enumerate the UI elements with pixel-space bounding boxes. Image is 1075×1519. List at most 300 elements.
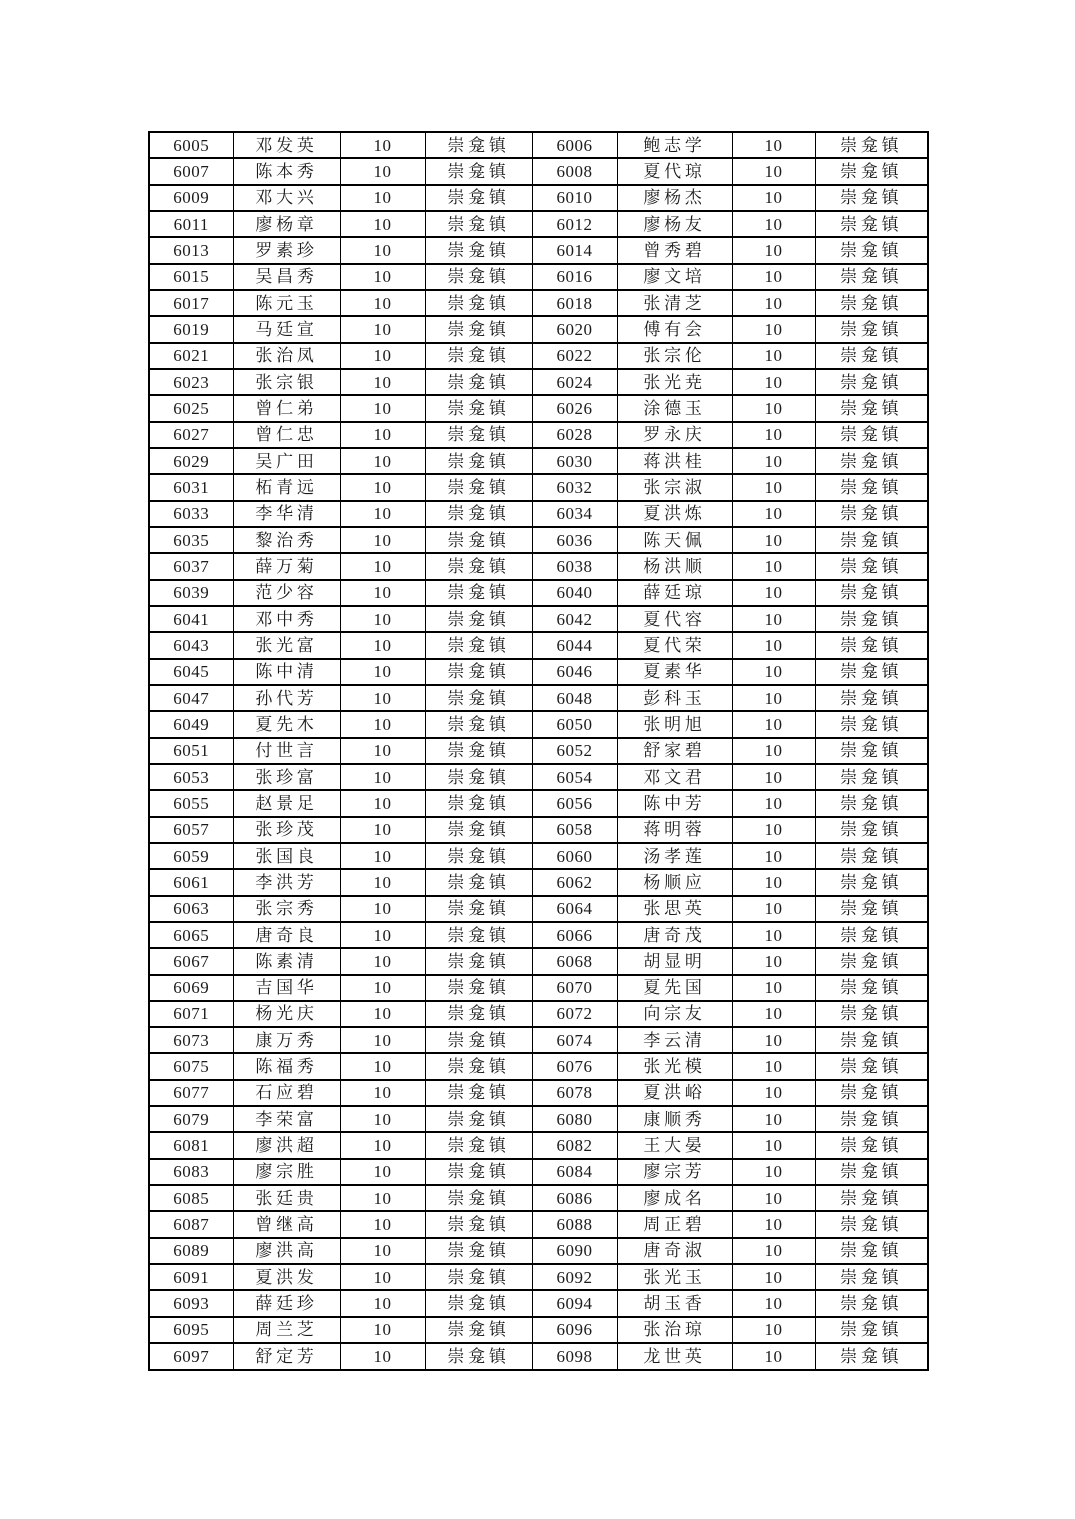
- cell-amount: 10: [732, 1159, 815, 1185]
- cell-id: 6075: [149, 1053, 233, 1079]
- cell-name: 张光尭: [617, 369, 732, 395]
- cell-id: 6048: [532, 685, 617, 711]
- cell-id: 6029: [149, 448, 233, 474]
- cell-name: 廖宗胜: [233, 1159, 340, 1185]
- cell-amount: 10: [732, 896, 815, 922]
- cell-name: 马廷宣: [233, 316, 340, 342]
- cell-id: 6067: [149, 948, 233, 974]
- cell-id: 6052: [532, 738, 617, 764]
- cell-name: 蒋洪桂: [617, 448, 732, 474]
- cell-town: 崇龛镇: [815, 369, 928, 395]
- cell-id: 6014: [532, 237, 617, 263]
- cell-amount: 10: [340, 264, 425, 290]
- cell-town: 崇龛镇: [815, 896, 928, 922]
- cell-amount: 10: [340, 975, 425, 1001]
- cell-id: 6086: [532, 1185, 617, 1211]
- cell-amount: 10: [340, 1238, 425, 1264]
- cell-id: 6096: [532, 1317, 617, 1343]
- cell-town: 崇龛镇: [815, 738, 928, 764]
- table-row: [149, 1053, 928, 1079]
- cell-id: 6068: [532, 948, 617, 974]
- cell-name: 夏素华: [617, 659, 732, 685]
- cell-amount: 10: [340, 1159, 425, 1185]
- cell-id: 6066: [532, 922, 617, 948]
- cell-name: 李洪芳: [233, 869, 340, 895]
- cell-town: 崇龛镇: [425, 711, 532, 737]
- table-row: [149, 843, 928, 869]
- cell-amount: 10: [732, 922, 815, 948]
- cell-amount: 10: [340, 290, 425, 316]
- cell-amount: 10: [732, 1343, 815, 1370]
- cell-name: 康万秀: [233, 1027, 340, 1053]
- cell-id: 6041: [149, 606, 233, 632]
- cell-town: 崇龛镇: [815, 211, 928, 237]
- cell-id: 6031: [149, 474, 233, 500]
- cell-amount: 10: [340, 1343, 425, 1370]
- table-row: [149, 1264, 928, 1290]
- table-row: [149, 422, 928, 448]
- cell-id: 6051: [149, 738, 233, 764]
- cell-name: 张国良: [233, 843, 340, 869]
- cell-town: 崇龛镇: [815, 659, 928, 685]
- cell-amount: 10: [732, 948, 815, 974]
- cell-amount: 10: [732, 237, 815, 263]
- cell-amount: 10: [732, 764, 815, 790]
- table-row: [149, 869, 928, 895]
- cell-id: 6061: [149, 869, 233, 895]
- cell-amount: 10: [732, 369, 815, 395]
- cell-name: 蒋明蓉: [617, 817, 732, 843]
- cell-town: 崇龛镇: [425, 922, 532, 948]
- cell-town: 崇龛镇: [425, 343, 532, 369]
- cell-amount: 10: [732, 1211, 815, 1237]
- cell-name: 曾继高: [233, 1211, 340, 1237]
- cell-id: 6035: [149, 527, 233, 553]
- cell-name: 张光玉: [617, 1264, 732, 1290]
- cell-id: 6085: [149, 1185, 233, 1211]
- cell-id: 6070: [532, 975, 617, 1001]
- cell-town: 崇龛镇: [425, 211, 532, 237]
- cell-name: 张思英: [617, 896, 732, 922]
- cell-amount: 10: [340, 580, 425, 606]
- cell-name: 吴广田: [233, 448, 340, 474]
- table-row: [149, 448, 928, 474]
- cell-name: 张宗伦: [617, 343, 732, 369]
- cell-name: 廖杨章: [233, 211, 340, 237]
- cell-name: 涂德玉: [617, 395, 732, 421]
- cell-name: 舒定芳: [233, 1343, 340, 1370]
- cell-id: 6016: [532, 264, 617, 290]
- cell-town: 崇龛镇: [425, 659, 532, 685]
- cell-town: 崇龛镇: [815, 395, 928, 421]
- cell-town: 崇龛镇: [815, 685, 928, 711]
- cell-amount: 10: [340, 158, 425, 184]
- cell-amount: 10: [732, 659, 815, 685]
- cell-amount: 10: [340, 1290, 425, 1316]
- cell-town: 崇龛镇: [425, 1106, 532, 1132]
- cell-name: 李云清: [617, 1027, 732, 1053]
- table-row: [149, 1317, 928, 1343]
- cell-id: 6011: [149, 211, 233, 237]
- cell-town: 崇龛镇: [425, 474, 532, 500]
- table-row: [149, 738, 928, 764]
- cell-town: 崇龛镇: [815, 711, 928, 737]
- cell-amount: 10: [340, 869, 425, 895]
- cell-name: 张光模: [617, 1053, 732, 1079]
- cell-amount: 10: [340, 1264, 425, 1290]
- cell-town: 崇龛镇: [815, 132, 928, 158]
- cell-name: 薛万菊: [233, 553, 340, 579]
- table-row: [149, 1106, 928, 1132]
- cell-id: 6027: [149, 422, 233, 448]
- cell-id: 6047: [149, 685, 233, 711]
- cell-amount: 10: [732, 1264, 815, 1290]
- cell-id: 6012: [532, 211, 617, 237]
- cell-amount: 10: [732, 738, 815, 764]
- cell-id: 6082: [532, 1132, 617, 1158]
- cell-amount: 10: [732, 395, 815, 421]
- cell-id: 6080: [532, 1106, 617, 1132]
- cell-name: 张廷贵: [233, 1185, 340, 1211]
- cell-id: 6015: [149, 264, 233, 290]
- cell-town: 崇龛镇: [425, 1290, 532, 1316]
- cell-town: 崇龛镇: [815, 869, 928, 895]
- cell-id: 6033: [149, 501, 233, 527]
- cell-id: 6073: [149, 1027, 233, 1053]
- cell-amount: 10: [340, 1211, 425, 1237]
- cell-name: 唐奇淑: [617, 1238, 732, 1264]
- cell-town: 崇龛镇: [815, 1185, 928, 1211]
- cell-town: 崇龛镇: [815, 316, 928, 342]
- cell-town: 崇龛镇: [815, 764, 928, 790]
- cell-amount: 10: [732, 211, 815, 237]
- cell-name: 张治琼: [617, 1317, 732, 1343]
- cell-town: 崇龛镇: [425, 185, 532, 211]
- cell-name: 张宗秀: [233, 896, 340, 922]
- cell-town: 崇龛镇: [425, 738, 532, 764]
- table-row: [149, 132, 928, 158]
- cell-amount: 10: [340, 922, 425, 948]
- cell-name: 夏洪炼: [617, 501, 732, 527]
- cell-town: 崇龛镇: [425, 869, 532, 895]
- cell-name: 夏代琼: [617, 158, 732, 184]
- cell-town: 崇龛镇: [425, 264, 532, 290]
- cell-name: 胡显明: [617, 948, 732, 974]
- cell-town: 崇龛镇: [425, 764, 532, 790]
- cell-town: 崇龛镇: [815, 1001, 928, 1027]
- cell-id: 6079: [149, 1106, 233, 1132]
- cell-id: 6019: [149, 316, 233, 342]
- cell-amount: 10: [340, 711, 425, 737]
- cell-id: 6022: [532, 343, 617, 369]
- cell-amount: 10: [732, 1053, 815, 1079]
- table-row: [149, 1027, 928, 1053]
- cell-id: 6032: [532, 474, 617, 500]
- cell-amount: 10: [732, 632, 815, 658]
- cell-name: 范少容: [233, 580, 340, 606]
- cell-town: 崇龛镇: [425, 1264, 532, 1290]
- cell-town: 崇龛镇: [815, 448, 928, 474]
- cell-amount: 10: [340, 448, 425, 474]
- cell-name: 孙代芳: [233, 685, 340, 711]
- cell-name: 张珍茂: [233, 817, 340, 843]
- cell-amount: 10: [340, 1185, 425, 1211]
- table-row: [149, 1290, 928, 1316]
- cell-town: 崇龛镇: [425, 237, 532, 263]
- cell-town: 崇龛镇: [815, 474, 928, 500]
- cell-town: 崇龛镇: [815, 1132, 928, 1158]
- cell-amount: 10: [340, 185, 425, 211]
- cell-id: 6077: [149, 1080, 233, 1106]
- cell-id: 6030: [532, 448, 617, 474]
- cell-name: 汤孝莲: [617, 843, 732, 869]
- cell-town: 崇龛镇: [815, 790, 928, 816]
- cell-id: 6062: [532, 869, 617, 895]
- cell-amount: 10: [340, 527, 425, 553]
- cell-town: 崇龛镇: [425, 1343, 532, 1370]
- table-row: [149, 290, 928, 316]
- cell-amount: 10: [340, 1027, 425, 1053]
- cell-town: 崇龛镇: [425, 422, 532, 448]
- cell-amount: 10: [732, 1080, 815, 1106]
- cell-id: 6018: [532, 290, 617, 316]
- table-row: [149, 474, 928, 500]
- cell-name: 廖洪高: [233, 1238, 340, 1264]
- cell-town: 崇龛镇: [815, 606, 928, 632]
- cell-name: 曾秀碧: [617, 237, 732, 263]
- cell-town: 崇龛镇: [815, 1238, 928, 1264]
- table-row: [149, 553, 928, 579]
- cell-id: 6091: [149, 1264, 233, 1290]
- cell-id: 6087: [149, 1211, 233, 1237]
- cell-name: 彭科玉: [617, 685, 732, 711]
- cell-id: 6089: [149, 1238, 233, 1264]
- cell-name: 罗素珍: [233, 237, 340, 263]
- cell-id: 6039: [149, 580, 233, 606]
- cell-name: 邓大兴: [233, 185, 340, 211]
- cell-amount: 10: [732, 132, 815, 158]
- cell-amount: 10: [340, 343, 425, 369]
- cell-town: 崇龛镇: [425, 1211, 532, 1237]
- cell-name: 薛廷琼: [617, 580, 732, 606]
- cell-name: 鲍志学: [617, 132, 732, 158]
- table-row: [149, 975, 928, 1001]
- cell-amount: 10: [732, 975, 815, 1001]
- cell-town: 崇龛镇: [425, 685, 532, 711]
- cell-id: 6024: [532, 369, 617, 395]
- cell-name: 陈本秀: [233, 158, 340, 184]
- cell-amount: 10: [340, 1001, 425, 1027]
- cell-town: 崇龛镇: [815, 264, 928, 290]
- cell-id: 6007: [149, 158, 233, 184]
- table-row: [149, 922, 928, 948]
- cell-name: 廖杨杰: [617, 185, 732, 211]
- cell-name: 舒家碧: [617, 738, 732, 764]
- cell-town: 崇龛镇: [425, 580, 532, 606]
- table-row: [149, 158, 928, 184]
- cell-id: 6058: [532, 817, 617, 843]
- cell-id: 6084: [532, 1159, 617, 1185]
- cell-name: 曾仁弟: [233, 395, 340, 421]
- cell-amount: 10: [732, 1106, 815, 1132]
- cell-name: 曾仁忠: [233, 422, 340, 448]
- table-row: [149, 237, 928, 263]
- cell-name: 陈福秀: [233, 1053, 340, 1079]
- cell-town: 崇龛镇: [425, 369, 532, 395]
- table-row: [149, 711, 928, 737]
- cell-id: 6005: [149, 132, 233, 158]
- cell-name: 廖杨友: [617, 211, 732, 237]
- table-row: [149, 685, 928, 711]
- cell-amount: 10: [732, 843, 815, 869]
- cell-amount: 10: [732, 474, 815, 500]
- cell-town: 崇龛镇: [815, 237, 928, 263]
- cell-town: 崇龛镇: [815, 1264, 928, 1290]
- cell-town: 崇龛镇: [425, 290, 532, 316]
- cell-amount: 10: [340, 632, 425, 658]
- cell-town: 崇龛镇: [815, 1027, 928, 1053]
- cell-amount: 10: [340, 1106, 425, 1132]
- cell-name: 夏洪发: [233, 1264, 340, 1290]
- cell-town: 崇龛镇: [815, 501, 928, 527]
- cell-town: 崇龛镇: [815, 843, 928, 869]
- cell-amount: 10: [340, 237, 425, 263]
- cell-amount: 10: [732, 422, 815, 448]
- cell-town: 崇龛镇: [425, 1159, 532, 1185]
- cell-name: 柘青远: [233, 474, 340, 500]
- cell-name: 陈中清: [233, 659, 340, 685]
- cell-town: 崇龛镇: [425, 527, 532, 553]
- cell-town: 崇龛镇: [815, 290, 928, 316]
- cell-id: 6050: [532, 711, 617, 737]
- cell-name: 康顺秀: [617, 1106, 732, 1132]
- table-row: [149, 632, 928, 658]
- cell-town: 崇龛镇: [815, 1211, 928, 1237]
- table-row: [149, 316, 928, 342]
- cell-id: 6094: [532, 1290, 617, 1316]
- cell-id: 6045: [149, 659, 233, 685]
- cell-town: 崇龛镇: [425, 553, 532, 579]
- cell-town: 崇龛镇: [425, 395, 532, 421]
- cell-town: 崇龛镇: [425, 1185, 532, 1211]
- cell-town: 崇龛镇: [815, 948, 928, 974]
- cell-name: 夏先木: [233, 711, 340, 737]
- table-row: [149, 948, 928, 974]
- table-row: [149, 1080, 928, 1106]
- table-row: [149, 1185, 928, 1211]
- cell-id: 6046: [532, 659, 617, 685]
- cell-id: 6060: [532, 843, 617, 869]
- cell-name: 薛廷珍: [233, 1290, 340, 1316]
- cell-id: 6078: [532, 1080, 617, 1106]
- cell-amount: 10: [732, 711, 815, 737]
- cell-amount: 10: [732, 1290, 815, 1316]
- cell-name: 张光富: [233, 632, 340, 658]
- cell-name: 张珍富: [233, 764, 340, 790]
- cell-town: 崇龛镇: [425, 1053, 532, 1079]
- cell-town: 崇龛镇: [815, 527, 928, 553]
- cell-id: 6065: [149, 922, 233, 948]
- cell-name: 张明旭: [617, 711, 732, 737]
- cell-amount: 10: [732, 606, 815, 632]
- cell-name: 陈中芳: [617, 790, 732, 816]
- table-row: [149, 580, 928, 606]
- cell-amount: 10: [732, 1027, 815, 1053]
- cell-name: 陈天佩: [617, 527, 732, 553]
- cell-name: 唐奇茂: [617, 922, 732, 948]
- cell-amount: 10: [732, 553, 815, 579]
- cell-amount: 10: [340, 1132, 425, 1158]
- cell-amount: 10: [340, 896, 425, 922]
- cell-name: 周正碧: [617, 1211, 732, 1237]
- cell-id: 6055: [149, 790, 233, 816]
- table-row: [149, 343, 928, 369]
- table-row: [149, 527, 928, 553]
- cell-town: 崇龛镇: [815, 553, 928, 579]
- cell-name: 胡玉香: [617, 1290, 732, 1316]
- cell-amount: 10: [340, 817, 425, 843]
- cell-amount: 10: [340, 685, 425, 711]
- cell-town: 崇龛镇: [815, 1053, 928, 1079]
- cell-amount: 10: [340, 764, 425, 790]
- cell-id: 6013: [149, 237, 233, 263]
- cell-amount: 10: [340, 474, 425, 500]
- cell-id: 6044: [532, 632, 617, 658]
- cell-town: 崇龛镇: [815, 343, 928, 369]
- cell-town: 崇龛镇: [815, 1317, 928, 1343]
- cell-amount: 10: [732, 1001, 815, 1027]
- table-row: [149, 1132, 928, 1158]
- cell-amount: 10: [732, 685, 815, 711]
- cell-id: 6098: [532, 1343, 617, 1370]
- cell-id: 6071: [149, 1001, 233, 1027]
- cell-amount: 10: [340, 369, 425, 395]
- cell-name: 石应碧: [233, 1080, 340, 1106]
- cell-amount: 10: [732, 448, 815, 474]
- cell-amount: 10: [340, 790, 425, 816]
- cell-id: 6028: [532, 422, 617, 448]
- cell-id: 6057: [149, 817, 233, 843]
- cell-id: 6074: [532, 1027, 617, 1053]
- cell-name: 陈元玉: [233, 290, 340, 316]
- cell-id: 6081: [149, 1132, 233, 1158]
- cell-amount: 10: [340, 1317, 425, 1343]
- cell-town: 崇龛镇: [815, 422, 928, 448]
- cell-name: 张宗淑: [617, 474, 732, 500]
- cell-town: 崇龛镇: [815, 632, 928, 658]
- cell-amount: 10: [340, 501, 425, 527]
- cell-name: 廖宗芳: [617, 1159, 732, 1185]
- cell-id: 6010: [532, 185, 617, 211]
- cell-town: 崇龛镇: [425, 1317, 532, 1343]
- cell-town: 崇龛镇: [425, 817, 532, 843]
- cell-town: 崇龛镇: [425, 1238, 532, 1264]
- cell-id: 6020: [532, 316, 617, 342]
- cell-id: 6043: [149, 632, 233, 658]
- cell-id: 6034: [532, 501, 617, 527]
- cell-name: 吉国华: [233, 975, 340, 1001]
- cell-id: 6083: [149, 1159, 233, 1185]
- cell-amount: 10: [732, 580, 815, 606]
- cell-town: 崇龛镇: [425, 1080, 532, 1106]
- cell-name: 张清芝: [617, 290, 732, 316]
- cell-id: 6023: [149, 369, 233, 395]
- cell-amount: 10: [732, 316, 815, 342]
- cell-id: 6008: [532, 158, 617, 184]
- cell-town: 崇龛镇: [425, 316, 532, 342]
- cell-name: 吴昌秀: [233, 264, 340, 290]
- cell-id: 6076: [532, 1053, 617, 1079]
